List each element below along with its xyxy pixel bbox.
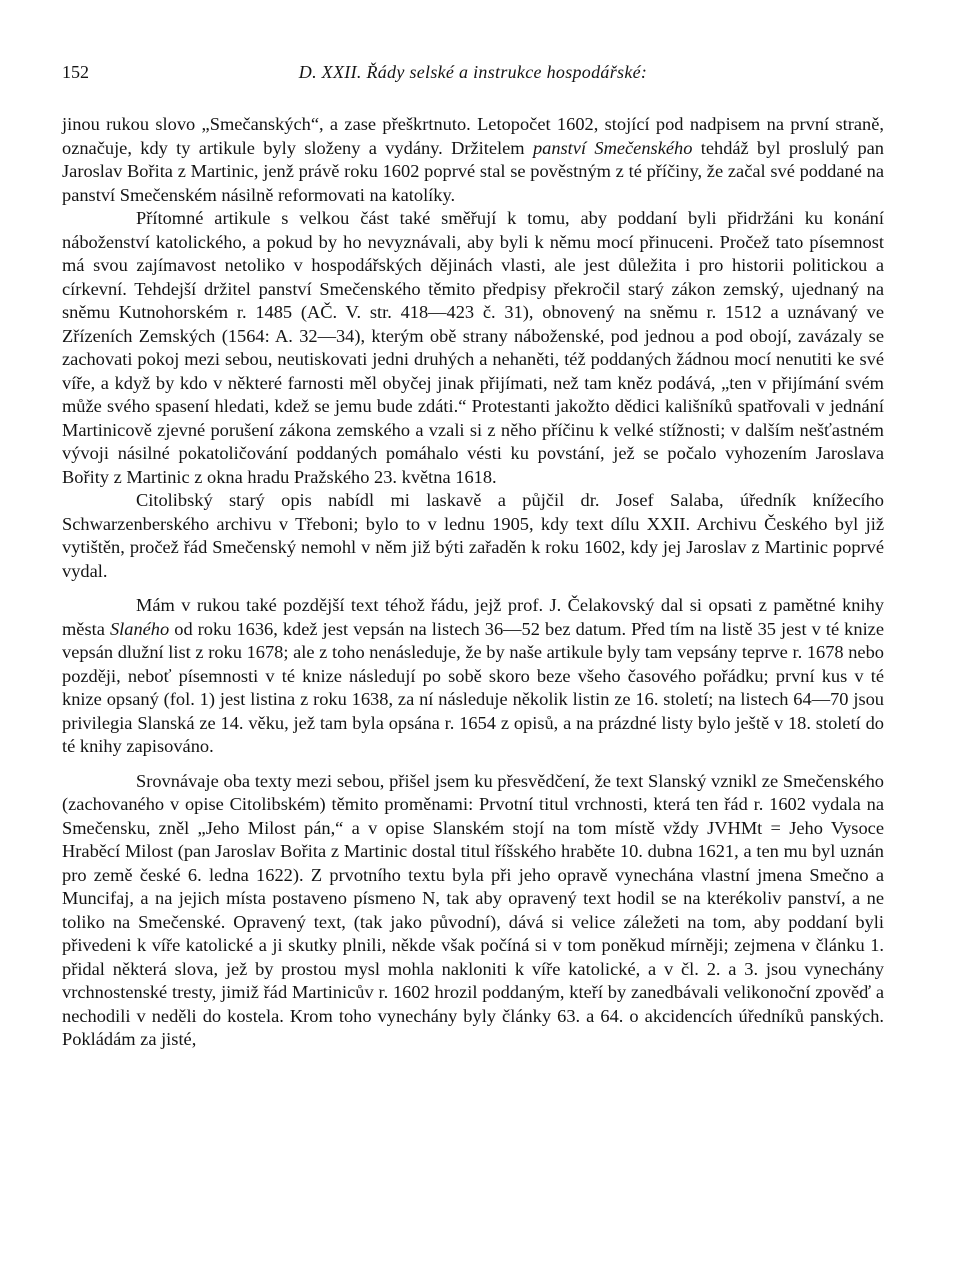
paragraph-2: Přítomné artikule s velkou část také směřují k tomu, aby poddaní byli přidržáni ku konání náboženství katolického, a pokud by ho nevyznávali, aby byli k němu mocí přinuceni. Pročež tato písemnost má svou zajímavost netoliko v hospodářských dějinách vlasti, ale jest důležita i pro historii politickou a církevní. Tehdejší držitel panství Smečenského těmito předpisy překročil starý zákon zemský, ujednaný na sněmu Kutnohorském r. 1485 (AČ. V. str. 418—423 č. 31), obnovený na sněmu r. 1512 a uznávaný ve Zřízeních Zemských (1564: A. 32—34), kterým obě strany náboženské, pod jednou a pod obojí, zavázaly se zachovati pokoj mezi sebou, neutiskovati jedni druhých a nehaněti, též poddaných žádnou mocí nenutiti ke své víře, a když by kdo v některé farnosti měl obyčej jinak přijímati, než tam kněz podává, „ten v přijímání svém může svého spasení hledati, kdež se jemu bude zdáti.“ Protestanti jakožto dědici kališníků spatřovali v jednání Martinicově zjevné porušení zákona zemského a vzali si z něho příčinu k velké stížnosti; v dalším nešťastném vývoji násilné pokatoličování poddaných pomáhalo vésti ku povstání, jež se počalo vyhozením Jaroslava Bořity z Martinic z okna hradu Pražského 23. května 1618. <box>62 208 884 487</box>
page-number: 152 <box>62 62 89 82</box>
paragraph-4-emphasis: Slaného <box>109 618 170 639</box>
paragraph-1 <box>62 113 884 207</box>
page-header <box>62 62 884 92</box>
paragraph-5: Srovnávaje oba texty mezi sebou, přišel jsem ku přesvědčení, že text Slanský vznikl ze Smečenského (zachovaného v opise Citolibském) těmito proměnami: Prvotní titul vrchnosti, která ten řád r. 1602 vydala na Smečensku, zněl „Jeho Milost pán,“ a v opise Slanském stojí na tom místě vždy JVHMt = Jeho Vysoce Hraběcí Milost (pan Jaroslav Bořita z Martinic dostal titul říšského hraběte 10. dubna 1621, a ten mu byl uznán pro země české 6. ledna 1622). Z prvotního textu byla při jeho opravě vynechána vlastní jmena Smečno a Muncifaj, a na jejich místa postaveno písmeno N, tak aby opravený text hodil se na kterékoliv panství, a ne toliko na Smečenské. Opravený text, (tak jako původní), dává si velice záležeti na tom, aby poddaní byli přivedeni k víře katolické a ji skutky plnili, někde však počíná si v tom poněkud mírněji; zejmena v článku 1. přidal některá slova, jež by prostou mysl mohla nakloniti k víře katolické, a v čl. 2. a 3. jsou vynechány vrchnostenské tresty, jimiž řád Martinicův r. 1602 hrozil poddaným, kteří by zanedbávali velikonoční zpověď a nechodili v neděli do kostela. Krom toho vynechány byly články 63. a 64. o akcidencích úředníků panských. Pokládám za jisté, <box>62 770 884 1049</box>
paragraph-1-text-a: jinou rukou slovo „Smečanských“, a zase přeškrtnuto. Letopočet 1602, stojící pod nadpisem na první straně, označuje, kdy ty artikule byly složeny a vydány. Držitelem <box>62 114 884 158</box>
page <box>62 62 884 1052</box>
paragraph-4-text-a: Mám v rukou také pozdější text téhož řádu, jejž prof. J. Čelakovský dal si opsati z pamětné knihy města <box>62 595 884 639</box>
body-text <box>62 113 884 1052</box>
running-head: D. XXII. Řády selské a instrukce hospodářské: <box>298 62 648 82</box>
paragraph-4-text-b: od roku 1636, kdež jest vepsán na listech 36—52 bez datum. Před tím na listě 35 jest v té knize vepsán dlužní list z roku 1678; ale z toho nenásleduje, že by naše artikule byly tam vepsány teprve r. 1678 nebo později, neboť písemnosti v té knize následují po sobě skoro beze všeho časového pořádku; první kus v té knize opsaný (fol. 1) jest listina z roku 1638, za ní následuje několik listin ze 16. století; na listech 64—70 jsou privilegia Slanská ze 14. věku, jež tam byla opsána r. 1654 z opisů, a na prázdné listy bylo ještě v 18. století do té knihy zapisováno. <box>62 618 885 756</box>
paragraph-1-text-b: tehdáž byl proslulý pan Jaroslav Bořita z Martinic, jenž právě roku 1602 poprvé stal se pověstným z té příčiny, že začal své poddané na panství Smečenském násilně reformovati na katolíky. <box>62 137 884 205</box>
paragraph-1-emphasis: panství Smečenského <box>532 137 693 158</box>
paragraph-3: Citolibský starý opis nabídl mi laskavě a půjčil dr. Josef Salaba, úředník knížecího Schwarzenberského archivu v Třeboni; bylo to v lednu 1905, kdy text dílu XXII. Archivu Českého byl již vytištěn, pročež řád Smečenský nemohl v něm již býti zařaděn k roku 1602, kdy jej Jaroslav z Martinic poprvé vydal. <box>62 490 884 581</box>
paragraph-4 <box>62 594 884 759</box>
